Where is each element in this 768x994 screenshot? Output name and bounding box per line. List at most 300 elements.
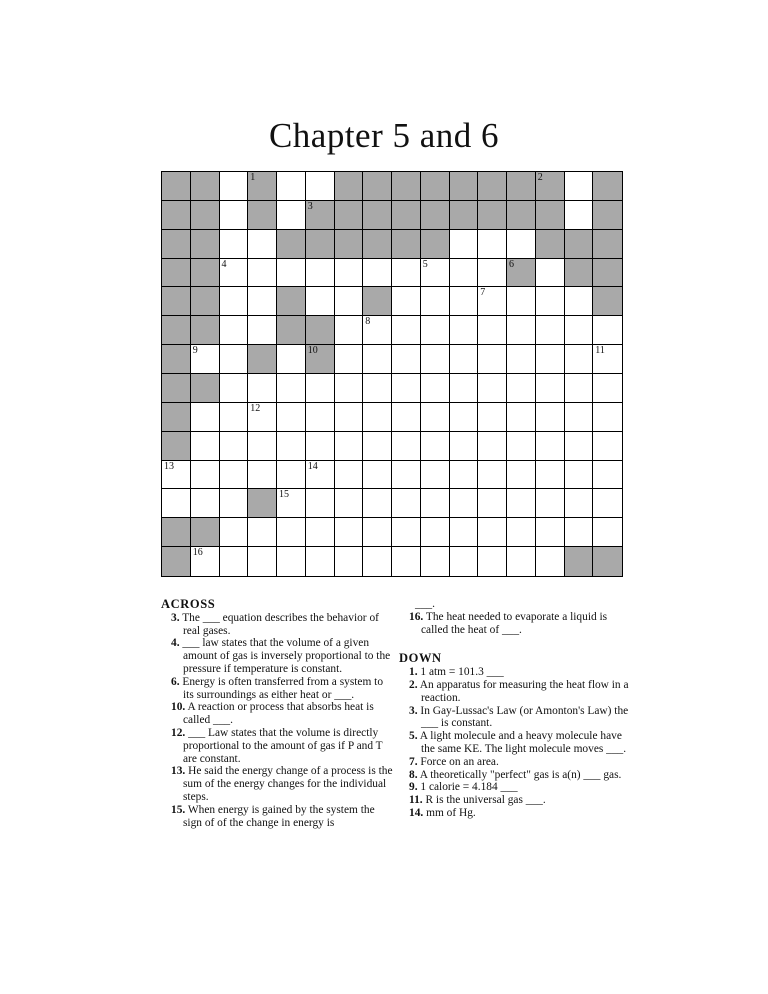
blocked-cell bbox=[536, 201, 565, 230]
clue bbox=[399, 769, 631, 782]
answer-cell[interactable] bbox=[363, 374, 392, 403]
blocked-cell bbox=[306, 201, 335, 230]
answer-cell[interactable] bbox=[220, 259, 249, 288]
answer-cell[interactable] bbox=[565, 518, 594, 547]
answer-cell[interactable] bbox=[421, 316, 450, 345]
clue-text: When energy is gained by the system the sign of of the change in energy is bbox=[183, 803, 375, 829]
blocked-cell bbox=[306, 345, 335, 374]
answer-cell[interactable] bbox=[335, 374, 364, 403]
answer-cell[interactable] bbox=[191, 432, 220, 461]
answer-cell[interactable] bbox=[593, 316, 622, 345]
answer-cell[interactable] bbox=[277, 432, 306, 461]
clue-text: The heat needed to evaporate a liquid is called the heat of ___. bbox=[421, 610, 608, 636]
clue-number-label: 15. bbox=[171, 803, 186, 816]
answer-cell[interactable] bbox=[306, 461, 335, 490]
answer-cell[interactable] bbox=[565, 403, 594, 432]
down-clue-list bbox=[399, 666, 631, 820]
blocked-cell bbox=[392, 201, 421, 230]
answer-cell[interactable] bbox=[335, 547, 364, 576]
answer-cell[interactable] bbox=[392, 374, 421, 403]
answer-cell[interactable] bbox=[248, 374, 277, 403]
answer-cell[interactable] bbox=[593, 374, 622, 403]
blocked-cell bbox=[191, 287, 220, 316]
clue-number-label: 13. bbox=[171, 765, 186, 778]
clue-text: Energy is often transferred from a system to its surroundings as either heat or ___. bbox=[179, 675, 384, 701]
clue-number-label: 10. bbox=[171, 701, 186, 714]
clue-number-label: 2. bbox=[409, 678, 418, 691]
answer-cell[interactable] bbox=[191, 461, 220, 490]
blocked-cell bbox=[335, 201, 364, 230]
page-title: Chapter 5 and 6 bbox=[268, 116, 500, 155]
answer-cell[interactable] bbox=[536, 345, 565, 374]
blocked-cell bbox=[593, 230, 622, 259]
answer-cell[interactable] bbox=[335, 489, 364, 518]
answer-cell[interactable] bbox=[306, 287, 335, 316]
answer-cell[interactable] bbox=[220, 230, 249, 259]
answer-cell[interactable] bbox=[248, 230, 277, 259]
blocked-cell bbox=[306, 316, 335, 345]
blocked-cell bbox=[536, 172, 565, 201]
clue-number-label: 7. bbox=[409, 755, 418, 768]
answer-cell[interactable] bbox=[220, 461, 249, 490]
answer-cell[interactable] bbox=[191, 547, 220, 576]
answer-cell[interactable] bbox=[191, 345, 220, 374]
answer-cell[interactable] bbox=[220, 518, 249, 547]
across-clue-continuation: ___. bbox=[415, 598, 435, 610]
clue bbox=[399, 679, 631, 705]
answer-cell[interactable] bbox=[220, 374, 249, 403]
clue-number: 13 bbox=[164, 460, 174, 472]
clue-text: ___ Law states that the volume is directly proportional to the amount of gas if P and T are constant. bbox=[183, 726, 383, 765]
answer-cell[interactable] bbox=[450, 518, 479, 547]
blocked-cell bbox=[162, 316, 191, 345]
clue-text: In Gay-Lussac's Law (or Amonton's Law) the ___ is constant. bbox=[417, 704, 629, 730]
answer-cell[interactable] bbox=[507, 547, 536, 576]
blocked-cell bbox=[507, 259, 536, 288]
answer-cell[interactable] bbox=[478, 547, 507, 576]
answer-cell[interactable] bbox=[478, 374, 507, 403]
answer-cell[interactable] bbox=[478, 316, 507, 345]
blocked-cell bbox=[363, 201, 392, 230]
blocked-cell bbox=[191, 172, 220, 201]
clue-number: 4 bbox=[221, 258, 227, 270]
answer-cell[interactable] bbox=[593, 461, 622, 490]
clue bbox=[161, 676, 393, 702]
answer-cell[interactable] bbox=[536, 547, 565, 576]
blocked-cell bbox=[191, 259, 220, 288]
blocked-cell bbox=[593, 287, 622, 316]
answer-cell[interactable] bbox=[392, 489, 421, 518]
answer-cell[interactable] bbox=[507, 432, 536, 461]
answer-cell[interactable] bbox=[191, 403, 220, 432]
answer-cell[interactable] bbox=[392, 547, 421, 576]
clue-text: 1 calorie = 4.184 ___ bbox=[417, 781, 518, 794]
answer-cell[interactable] bbox=[277, 547, 306, 576]
answer-cell[interactable] bbox=[450, 547, 479, 576]
blocked-cell bbox=[162, 547, 191, 576]
across-clue-list bbox=[161, 612, 393, 830]
answer-cell[interactable] bbox=[392, 316, 421, 345]
answer-cell[interactable] bbox=[593, 345, 622, 374]
answer-cell[interactable] bbox=[335, 345, 364, 374]
answer-cell[interactable] bbox=[277, 201, 306, 230]
clue-number-label: 12. bbox=[171, 726, 186, 739]
answer-cell[interactable] bbox=[536, 461, 565, 490]
answer-cell[interactable] bbox=[363, 432, 392, 461]
clue-number-label: 6. bbox=[171, 675, 180, 688]
blocked-cell bbox=[593, 172, 622, 201]
answer-cell[interactable] bbox=[306, 432, 335, 461]
answer-cell[interactable] bbox=[450, 374, 479, 403]
clue-number: 14 bbox=[307, 460, 318, 472]
answer-cell[interactable] bbox=[392, 259, 421, 288]
blocked-cell bbox=[593, 201, 622, 230]
answer-cell[interactable] bbox=[565, 287, 594, 316]
answer-cell[interactable] bbox=[220, 432, 249, 461]
answer-cell[interactable] bbox=[593, 518, 622, 547]
answer-cell[interactable] bbox=[536, 374, 565, 403]
answer-cell[interactable] bbox=[220, 201, 249, 230]
answer-cell[interactable] bbox=[593, 403, 622, 432]
answer-cell[interactable] bbox=[220, 316, 249, 345]
answer-cell[interactable] bbox=[450, 489, 479, 518]
blocked-cell bbox=[162, 374, 191, 403]
answer-cell[interactable] bbox=[363, 259, 392, 288]
answer-cell[interactable] bbox=[507, 374, 536, 403]
answer-cell[interactable] bbox=[478, 461, 507, 490]
answer-cell[interactable] bbox=[162, 461, 191, 490]
down-heading: DOWN bbox=[399, 651, 442, 666]
blocked-cell bbox=[162, 345, 191, 374]
crossword-grid bbox=[161, 171, 623, 577]
answer-cell[interactable] bbox=[450, 432, 479, 461]
answer-cell[interactable] bbox=[507, 403, 536, 432]
blocked-cell bbox=[162, 201, 191, 230]
answer-cell[interactable] bbox=[392, 518, 421, 547]
answer-cell[interactable] bbox=[277, 259, 306, 288]
answer-cell[interactable] bbox=[507, 518, 536, 547]
answer-cell[interactable] bbox=[593, 489, 622, 518]
answer-cell[interactable] bbox=[220, 489, 249, 518]
blocked-cell bbox=[478, 172, 507, 201]
clue-text: R is the universal gas ___. bbox=[422, 794, 546, 807]
blocked-cell bbox=[277, 316, 306, 345]
clue bbox=[399, 705, 631, 731]
blocked-cell bbox=[248, 201, 277, 230]
blocked-cell bbox=[421, 172, 450, 201]
answer-cell[interactable] bbox=[565, 374, 594, 403]
blocked-cell bbox=[248, 489, 277, 518]
blocked-cell bbox=[392, 172, 421, 201]
answer-cell[interactable] bbox=[450, 259, 479, 288]
blocked-cell bbox=[162, 287, 191, 316]
blocked-cell bbox=[162, 230, 191, 259]
answer-cell[interactable] bbox=[450, 287, 479, 316]
answer-cell[interactable] bbox=[478, 432, 507, 461]
clue-number: 12 bbox=[250, 402, 261, 414]
clue bbox=[399, 730, 631, 756]
answer-cell[interactable] bbox=[363, 316, 392, 345]
answer-cell[interactable] bbox=[363, 461, 392, 490]
answer-cell[interactable] bbox=[593, 432, 622, 461]
blocked-cell bbox=[277, 287, 306, 316]
blocked-cell bbox=[248, 345, 277, 374]
answer-cell[interactable] bbox=[536, 259, 565, 288]
clue-number-label: 3. bbox=[171, 611, 180, 624]
answer-cell[interactable] bbox=[335, 518, 364, 547]
answer-cell[interactable] bbox=[450, 230, 479, 259]
answer-cell[interactable] bbox=[565, 345, 594, 374]
clue-number-label: 4. bbox=[171, 637, 180, 650]
answer-cell[interactable] bbox=[536, 287, 565, 316]
clue-text: Force on an area. bbox=[417, 755, 499, 768]
answer-cell[interactable] bbox=[507, 345, 536, 374]
clue-text: ___ law states that the volume of a given amount of gas is inversely proportional to the pressure if temperature is constant. bbox=[179, 637, 391, 675]
answer-cell[interactable] bbox=[536, 489, 565, 518]
clue-number: 15 bbox=[279, 489, 289, 501]
clue-number-label: 3. bbox=[409, 704, 418, 717]
clue-number: 7 bbox=[480, 287, 486, 299]
answer-cell[interactable] bbox=[392, 432, 421, 461]
answer-cell[interactable] bbox=[421, 374, 450, 403]
answer-cell[interactable] bbox=[306, 374, 335, 403]
clue-number: 9 bbox=[192, 345, 198, 357]
blocked-cell bbox=[191, 518, 220, 547]
clue-number: 5 bbox=[422, 258, 428, 270]
answer-cell[interactable] bbox=[450, 461, 479, 490]
answer-cell[interactable] bbox=[363, 518, 392, 547]
answer-cell[interactable] bbox=[536, 432, 565, 461]
across-clue-list-continued bbox=[399, 611, 631, 637]
clue bbox=[399, 756, 631, 769]
blocked-cell bbox=[565, 547, 594, 576]
clue-number: 3 bbox=[307, 200, 313, 212]
clue-number: 6 bbox=[509, 258, 514, 270]
answer-cell[interactable] bbox=[507, 316, 536, 345]
answer-cell[interactable] bbox=[277, 518, 306, 547]
answer-cell[interactable] bbox=[335, 316, 364, 345]
answer-cell[interactable] bbox=[220, 547, 249, 576]
answer-cell[interactable] bbox=[536, 518, 565, 547]
clue-text: A light molecule and a heavy molecule have the same KE. The light molecule moves ___. bbox=[417, 730, 627, 755]
clue-text: The ___ equation describes the behavior of real gases. bbox=[179, 611, 379, 637]
answer-cell[interactable] bbox=[392, 287, 421, 316]
answer-cell[interactable] bbox=[306, 403, 335, 432]
answer-cell[interactable] bbox=[248, 432, 277, 461]
answer-cell[interactable] bbox=[421, 461, 450, 490]
clue bbox=[399, 666, 631, 679]
answer-cell[interactable] bbox=[363, 403, 392, 432]
clue-number-label: 8. bbox=[409, 768, 418, 781]
answer-cell[interactable] bbox=[421, 287, 450, 316]
blocked-cell bbox=[593, 259, 622, 288]
answer-cell[interactable] bbox=[306, 172, 335, 201]
answer-cell[interactable] bbox=[306, 518, 335, 547]
clue-text: An apparatus for measuring the heat flow in a reaction. bbox=[417, 678, 629, 704]
clue-number-label: 1. bbox=[409, 666, 418, 679]
answer-cell[interactable] bbox=[421, 489, 450, 518]
blocked-cell bbox=[392, 230, 421, 259]
answer-cell[interactable] bbox=[363, 489, 392, 518]
blocked-cell bbox=[478, 201, 507, 230]
blocked-cell bbox=[593, 547, 622, 576]
answer-cell[interactable] bbox=[306, 547, 335, 576]
blocked-cell bbox=[162, 432, 191, 461]
clue bbox=[161, 612, 393, 638]
answer-cell[interactable] bbox=[248, 403, 277, 432]
blocked-cell bbox=[507, 201, 536, 230]
answer-cell[interactable] bbox=[478, 259, 507, 288]
answer-cell[interactable] bbox=[363, 345, 392, 374]
answer-cell[interactable] bbox=[220, 172, 249, 201]
blocked-cell bbox=[565, 259, 594, 288]
blocked-cell bbox=[363, 287, 392, 316]
clue-text: 1 atm = 101.3 ___ bbox=[417, 666, 504, 679]
clue bbox=[399, 794, 631, 807]
answer-cell[interactable] bbox=[507, 461, 536, 490]
answer-cell[interactable] bbox=[421, 547, 450, 576]
answer-cell[interactable] bbox=[392, 403, 421, 432]
answer-cell[interactable] bbox=[421, 432, 450, 461]
right-column bbox=[399, 598, 631, 820]
blocked-cell bbox=[421, 201, 450, 230]
clue bbox=[161, 637, 393, 675]
answer-cell[interactable] bbox=[335, 287, 364, 316]
answer-cell[interactable] bbox=[363, 547, 392, 576]
answer-cell[interactable] bbox=[565, 316, 594, 345]
answer-cell[interactable] bbox=[507, 489, 536, 518]
answer-cell[interactable] bbox=[421, 403, 450, 432]
blocked-cell bbox=[162, 259, 191, 288]
answer-cell[interactable] bbox=[248, 316, 277, 345]
answer-cell[interactable] bbox=[335, 403, 364, 432]
blocked-cell bbox=[363, 172, 392, 201]
blocked-cell bbox=[536, 230, 565, 259]
blocked-cell bbox=[335, 172, 364, 201]
answer-cell[interactable] bbox=[220, 345, 249, 374]
answer-cell[interactable] bbox=[450, 345, 479, 374]
answer-cell[interactable] bbox=[335, 432, 364, 461]
blocked-cell bbox=[162, 518, 191, 547]
answer-cell[interactable] bbox=[306, 259, 335, 288]
answer-cell[interactable] bbox=[450, 403, 479, 432]
answer-cell[interactable] bbox=[277, 489, 306, 518]
blocked-cell bbox=[335, 230, 364, 259]
clue-number-label: 5. bbox=[409, 730, 418, 743]
answer-cell[interactable] bbox=[306, 489, 335, 518]
clue bbox=[399, 781, 631, 794]
clue-text: mm of Hg. bbox=[423, 806, 476, 819]
answer-cell[interactable] bbox=[478, 489, 507, 518]
answer-cell[interactable] bbox=[507, 287, 536, 316]
clue bbox=[161, 804, 393, 830]
clue-number-label: 9. bbox=[409, 781, 418, 794]
answer-cell[interactable] bbox=[565, 461, 594, 490]
blocked-cell bbox=[248, 172, 277, 201]
answer-cell[interactable] bbox=[565, 489, 594, 518]
answer-cell[interactable] bbox=[248, 259, 277, 288]
blocked-cell bbox=[162, 403, 191, 432]
clue-number-label: 16. bbox=[409, 610, 424, 623]
blocked-cell bbox=[450, 201, 479, 230]
clue bbox=[161, 727, 393, 765]
blocked-cell bbox=[162, 172, 191, 201]
clue-number: 2 bbox=[537, 172, 543, 183]
blocked-cell bbox=[191, 230, 220, 259]
blocked-cell bbox=[363, 230, 392, 259]
clue bbox=[399, 807, 631, 820]
answer-cell[interactable] bbox=[478, 345, 507, 374]
answer-cell[interactable] bbox=[536, 316, 565, 345]
blocked-cell bbox=[191, 201, 220, 230]
answer-cell[interactable] bbox=[277, 172, 306, 201]
clue-number-label: 11. bbox=[409, 794, 423, 807]
answer-cell[interactable] bbox=[277, 374, 306, 403]
answer-cell[interactable] bbox=[392, 345, 421, 374]
blocked-cell bbox=[191, 316, 220, 345]
answer-cell[interactable] bbox=[191, 489, 220, 518]
answer-cell[interactable] bbox=[248, 287, 277, 316]
clue bbox=[399, 611, 631, 637]
answer-cell[interactable] bbox=[335, 259, 364, 288]
blocked-cell bbox=[421, 230, 450, 259]
answer-cell[interactable] bbox=[248, 547, 277, 576]
clue-text: A theoretically "perfect" gas is a(n) ___ gas. bbox=[417, 768, 622, 781]
answer-cell[interactable] bbox=[478, 403, 507, 432]
clue bbox=[161, 765, 393, 803]
blocked-cell bbox=[306, 230, 335, 259]
answer-cell[interactable] bbox=[565, 201, 594, 230]
answer-cell[interactable] bbox=[277, 345, 306, 374]
answer-cell[interactable] bbox=[220, 287, 249, 316]
clue-text: He said the energy change of a process is the sum of the energy changes for the individual steps. bbox=[183, 765, 393, 803]
across-heading: ACROSS bbox=[161, 597, 216, 611]
blocked-cell bbox=[565, 230, 594, 259]
clue-number: 16 bbox=[192, 547, 203, 559]
answer-cell[interactable] bbox=[565, 172, 594, 201]
answer-cell[interactable] bbox=[536, 403, 565, 432]
blocked-cell bbox=[507, 172, 536, 201]
answer-cell[interactable] bbox=[335, 461, 364, 490]
answer-cell[interactable] bbox=[478, 518, 507, 547]
blocked-cell bbox=[191, 374, 220, 403]
answer-cell[interactable] bbox=[421, 259, 450, 288]
clue bbox=[161, 701, 393, 727]
answer-cell[interactable] bbox=[507, 230, 536, 259]
clue-number: 10 bbox=[307, 345, 318, 357]
answer-cell[interactable] bbox=[248, 518, 277, 547]
clue-number: 11 bbox=[595, 345, 605, 357]
answer-cell[interactable] bbox=[421, 345, 450, 374]
blocked-cell bbox=[450, 172, 479, 201]
clue-number: 1 bbox=[250, 172, 256, 183]
clue-text: A reaction or process that absorbs heat is called ___. bbox=[183, 701, 374, 727]
answer-cell[interactable] bbox=[162, 489, 191, 518]
answer-cell[interactable] bbox=[277, 461, 306, 490]
answer-cell[interactable] bbox=[248, 461, 277, 490]
clue-number-label: 14. bbox=[409, 806, 424, 819]
across-column bbox=[161, 598, 393, 829]
answer-cell[interactable] bbox=[565, 432, 594, 461]
answer-cell[interactable] bbox=[277, 403, 306, 432]
answer-cell[interactable] bbox=[392, 461, 421, 490]
clue-number: 8 bbox=[365, 316, 371, 328]
answer-cell[interactable] bbox=[220, 403, 249, 432]
answer-cell[interactable] bbox=[421, 518, 450, 547]
answer-cell[interactable] bbox=[478, 287, 507, 316]
answer-cell[interactable] bbox=[478, 230, 507, 259]
answer-cell[interactable] bbox=[450, 316, 479, 345]
